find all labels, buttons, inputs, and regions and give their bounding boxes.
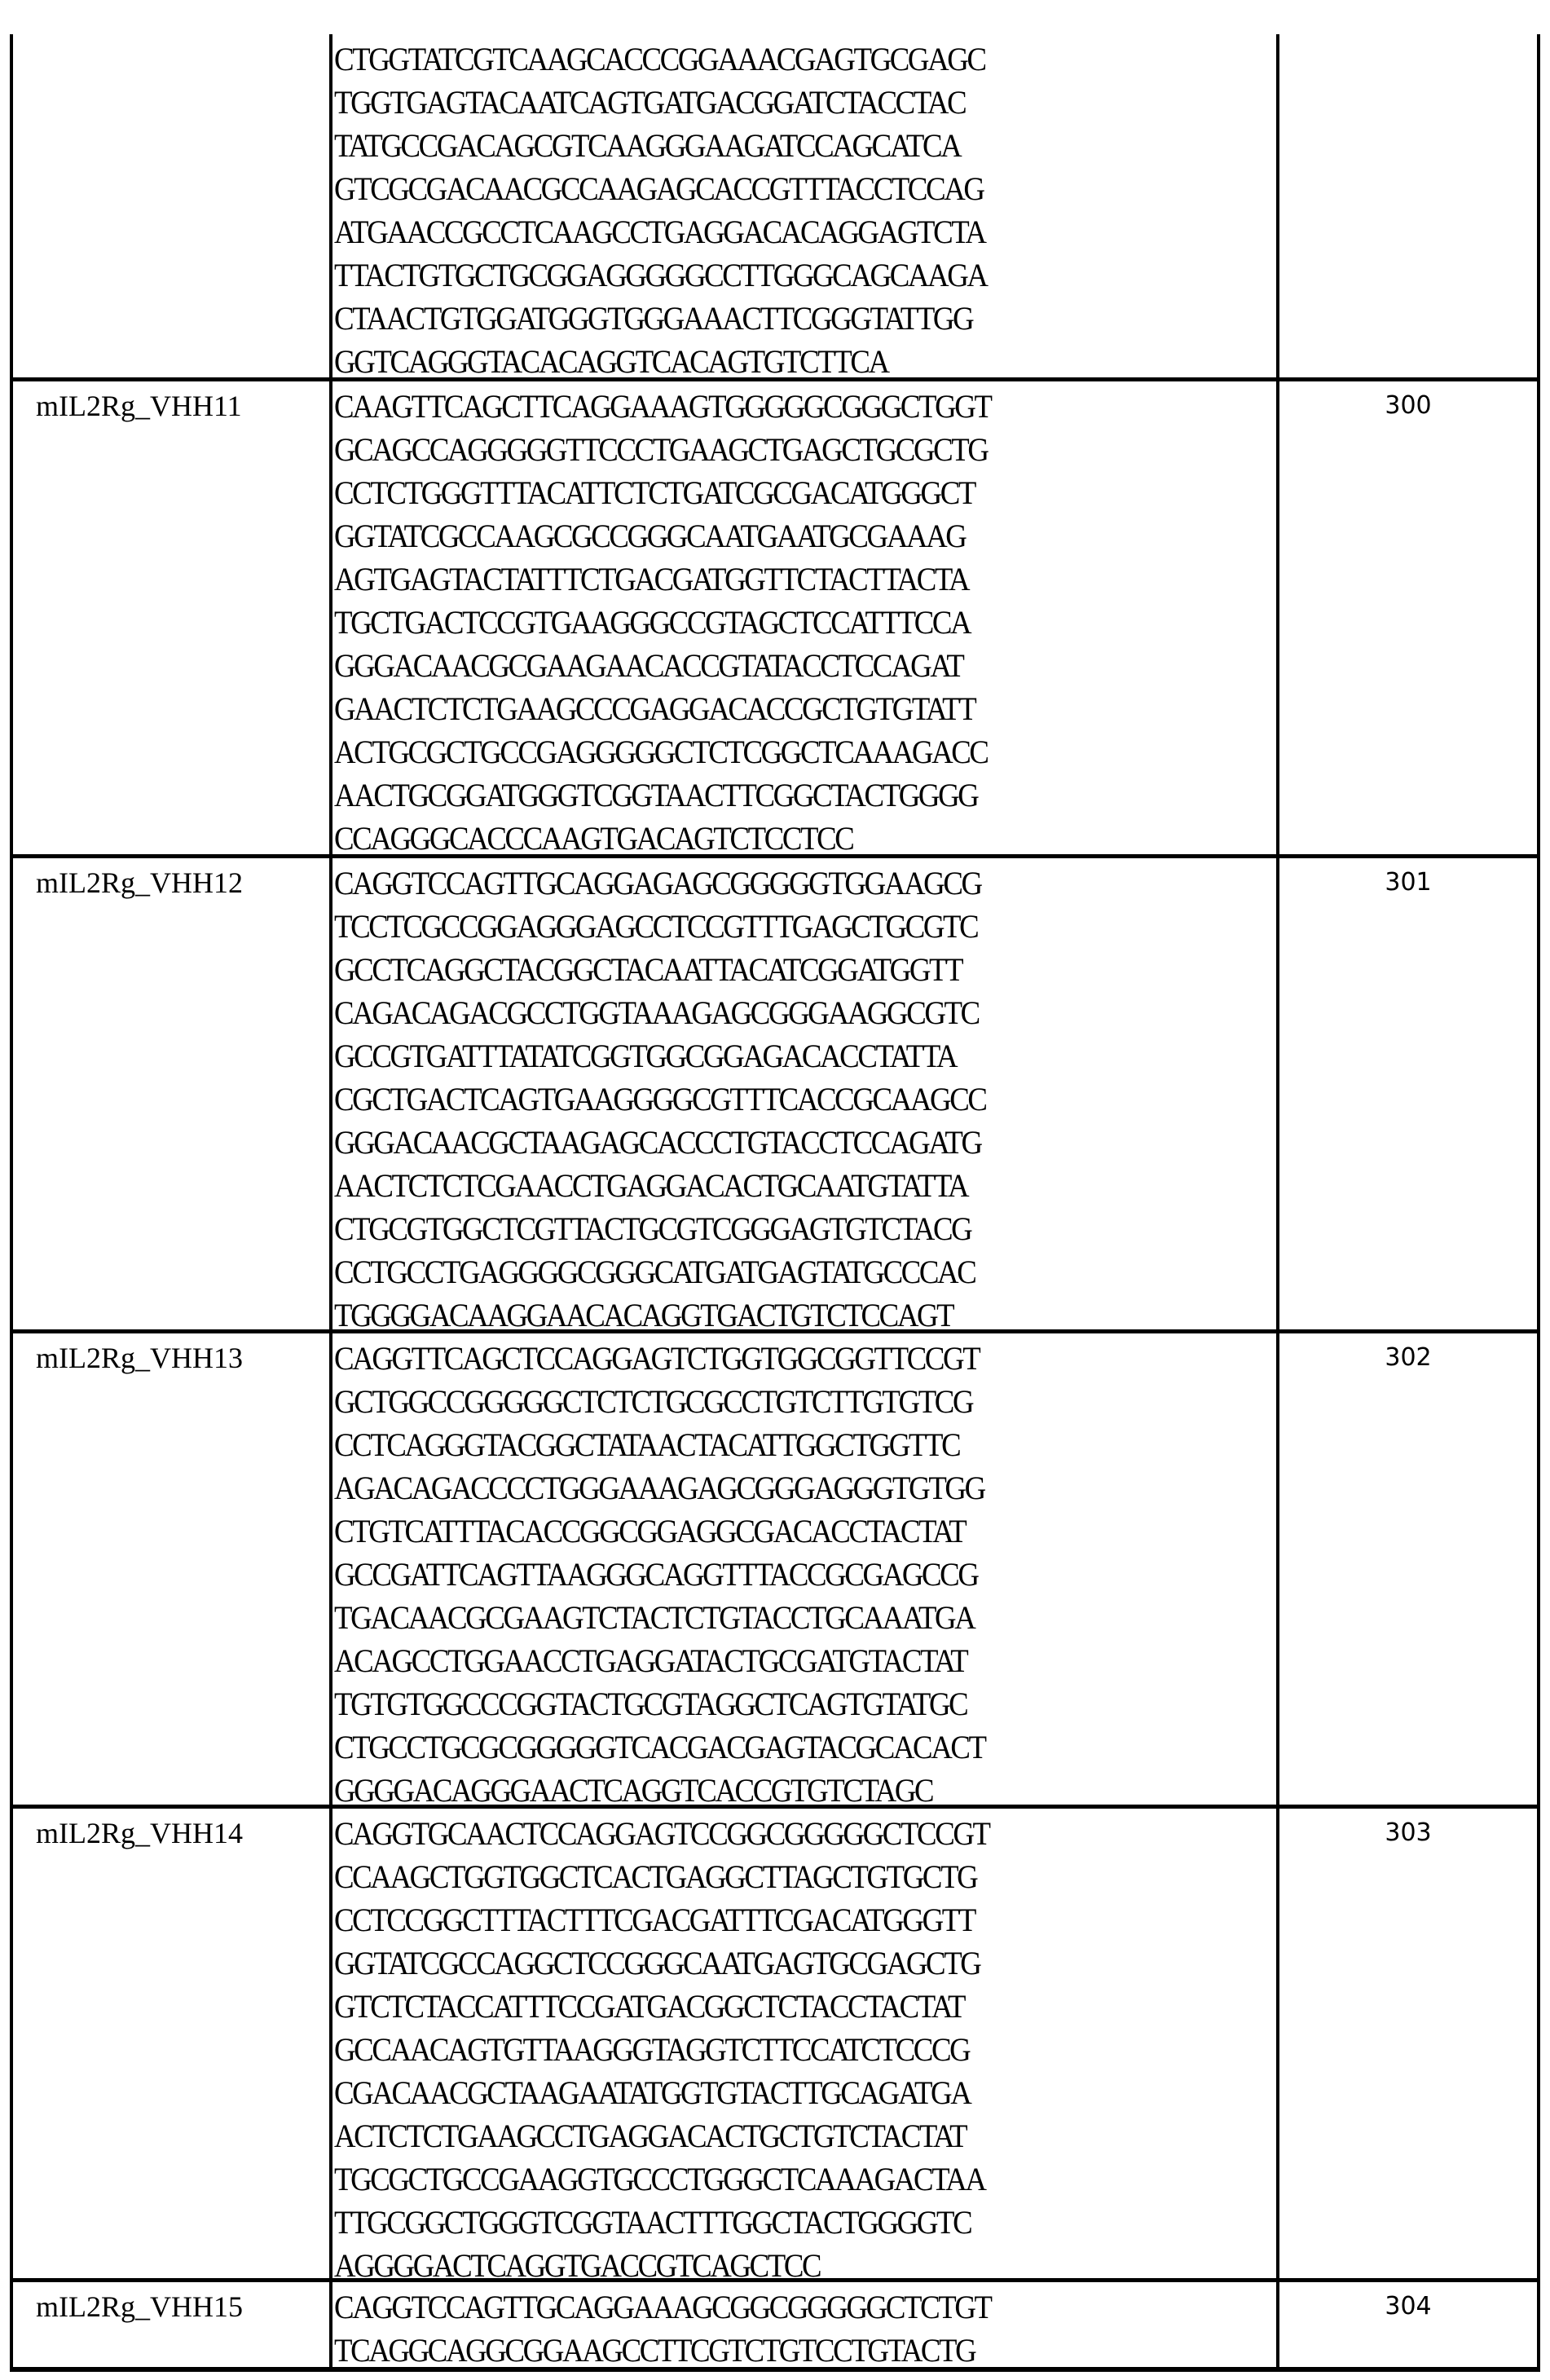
sequence-line: TATGCCGACAGCGTCAAGGGAAGATCCAGCATCA [334, 127, 961, 164]
sequence-line: ACTGCGCTGCCGAGGGGGCTCTCGGCTCAAAGACC [334, 734, 988, 770]
seq-id-cell: 304 [1385, 2292, 1432, 2320]
sequence-line: GGTATCGCCAGGCTCCGGGCAATGAGTGCGAGCTG [334, 1945, 980, 1981]
sequence-line: GAACTCTCTGAAGCCCGAGGACACCGCTGTGTATT [334, 690, 975, 727]
sequence-line: GCAGCCAGGGGGTTCCCTGAAGCTGAGCTGCGCTG [334, 431, 988, 468]
sequence-line: TCCTCGCCGGAGGGAGCCTCCGTTTGAGCTGCGTC [334, 908, 978, 945]
sequence-name-cell: mIL2Rg_VHH15 [13, 2282, 332, 2367]
sequence-line: CAAGTTCAGCTTCAGGAAAGTGGGGGCGGGCTGGT [334, 388, 991, 425]
table-row [13, 34, 1537, 380]
sequence-cell [332, 1809, 1279, 2284]
seq-id-cell: 300 [1385, 391, 1432, 420]
sequence-line: GGTATCGCCAAGCGCCGGGCAATGAATGCGAAAG [334, 518, 966, 554]
sequence-line: AGACAGACCCCTGGGAAAGAGCGGGAGGGTGTGG [334, 1470, 984, 1506]
sequence-line: ACTCTCTGAAGCCTGAGGACACTGCTGTCTACTAT [334, 2118, 967, 2154]
seq-id-cell: 301 [1385, 868, 1432, 897]
table-row [13, 2278, 1537, 2367]
sequence-line: CAGGTGCAACTCCAGGAGTCCGGCGGGGGCTCCGT [334, 1815, 989, 1852]
sequence-line: GGGGACAGGGAACTCAGGTCACCGTGTCTAGC [334, 1772, 933, 1809]
sequence-line: CTGGTATCGTCAAGCACCCGGAAACGAGTGCGAGC [334, 41, 985, 77]
sequence-line: CCAGGGCACCCAAGTGACAGTCTCCTCC [334, 820, 853, 857]
sequence-line: CAGGTCCAGTTGCAGGAGAGCGGGGGTGGAAGCG [334, 865, 981, 901]
sequence-name-cell [13, 34, 332, 377]
sequence-line: AACTGCGGATGGGTCGGTAACTTCGGCTACTGGGG [334, 777, 978, 813]
sequence-line: TGGTGAGTACAATCAGTGATGACGGATCTACCTAC [334, 84, 966, 121]
sequence-name-cell: mIL2Rg_VHH14 [13, 1809, 332, 2278]
sequence-cell [332, 858, 1279, 1333]
sequence-table [10, 34, 1540, 2372]
sequence-cell [332, 1333, 1279, 1809]
sequence-line: CCTCCGGCTTTACTTTCGACGATTTCGACATGGGTT [334, 1902, 975, 1938]
sequence-line: TGGGGACAAGGAACACAGGTGACTGTCTCCAGT [334, 1297, 953, 1333]
sequence-line: CCTCAGGGTACGGCTATAACTACATTGGCTGGTTC [334, 1426, 960, 1463]
sequence-name-cell: mIL2Rg_VHH12 [13, 858, 332, 1329]
seq-id-cell: 302 [1385, 1343, 1432, 1372]
sequence-line: GGGACAACGCTAAGAGCACCCTGTACCTCCAGATG [334, 1124, 981, 1161]
sequence-line: GTCGCGACAACGCCAAGAGCACCGTTTACCTCCAG [334, 170, 984, 207]
sequence-line: AGGGGACTCAGGTGACCGTCAGCTCC [334, 2247, 821, 2284]
sequence-line: CAGGTCCAGTTGCAGGAAAGCGGCGGGGGCTCTGT [334, 2289, 991, 2325]
table-row [13, 1805, 1537, 2284]
sequence-line: CTGTCATTTACACCGGCGGAGGCGACACCTACTAT [334, 1513, 966, 1549]
sequence-line: TGACAACGCGAAGTCTACTCTGTACCTGCAAATGA [334, 1599, 975, 1636]
sequence-line: GTCTCTACCATTTCCGATGACGGCTCTACCTACTAT [334, 1988, 965, 2025]
sequence-line: ATGAACCGCCTCAAGCCTGAGGACACAGGAGTCTA [334, 214, 985, 250]
sequence-name-cell: mIL2Rg_VHH11 [13, 381, 332, 854]
sequence-line: CCTGCCTGAGGGGCGGGCATGATGAGTATGCCCAC [334, 1254, 975, 1290]
table-row [13, 854, 1537, 1333]
sequence-line: GCCAACAGTGTTAAGGGTAGGTCTTCCATCTCCCG [334, 2031, 970, 2068]
sequence-line: TTGCGGCTGGGTCGGTAACTTTGGCTACTGGGGTC [334, 2204, 971, 2241]
sequence-line: CAGGTTCAGCTCCAGGAGTCTGGTGGCGGTTCCGT [334, 1340, 980, 1377]
sequence-line: AGTGAGTACTATTTCTGACGATGGTTCTACTTACTA [334, 561, 969, 597]
sequence-line: GCCTCAGGCTACGGCTACAATTACATCGGATGGTT [334, 951, 962, 988]
sequence-line: TGCTGACTCCGTGAAGGGCCGTAGCTCCATTTCCA [334, 604, 971, 641]
sequence-line: ACAGCCTGGAACCTGAGGATACTGCGATGTACTAT [334, 1642, 967, 1679]
sequence-line: CTGCCTGCGCGGGGGTCACGACGAGTACGCACACT [334, 1729, 985, 1765]
sequence-cell [332, 34, 1279, 380]
sequence-line: GCCGTGATTTATATCGGTGGCGGAGACACCTATTA [334, 1038, 957, 1074]
sequence-line: TGCGCTGCCGAAGGTGCCCTGGGCTCAAAGACTAA [334, 2161, 985, 2197]
sequence-line: CCTCTGGGTTTACATTCTCTGATCGCGACATGGGCT [334, 474, 975, 511]
sequence-line: CCAAGCTGGTGGCTCACTGAGGCTTAGCTGTGCTG [334, 1858, 977, 1895]
sequence-line: TTACTGTGCTGCGGAGGGGGCCTTGGGCAGCAAGA [334, 257, 987, 293]
sequence-line: TCAGGCAGGCGGAAGCCTTCGTCTGTCCTGTACTG [334, 2332, 975, 2369]
sequence-line: CGACAACGCTAAGAATATGGTGTACTTGCAGATGA [334, 2074, 971, 2111]
sequence-line: CTAACTGTGGATGGGTGGGAAACTTCGGGTATTGG [334, 300, 973, 337]
sequence-line: CAGACAGACGCCTGGTAAAGAGCGGGAAGGCGTC [334, 994, 979, 1031]
seq-id-cell: 303 [1385, 1818, 1432, 1847]
seq-id-cell [1279, 34, 1537, 377]
sequence-line: CGCTGACTCAGTGAAGGGGCGTTTCACCGCAAGCC [334, 1081, 986, 1117]
sequence-line: GCCGATTCAGTTAAGGGCAGGTTTACCGCGAGCCG [334, 1556, 978, 1593]
sequence-line: GGGACAACGCGAAGAACACCGTATACCTCCAGAT [334, 647, 963, 684]
sequence-line: GGTCAGGGTACACAGGTCACAGTGTCTTCA [334, 343, 888, 380]
sequence-line: AACTCTCTCGAACCTGAGGACACTGCAATGTATTA [334, 1167, 968, 1204]
sequence-line: GCTGGCCGGGGGCTCTCTGCGCCTGTCTTGTGTCG [334, 1383, 973, 1420]
table-row [13, 1329, 1537, 1809]
sequence-cell [332, 2282, 1279, 2367]
sequence-line: CTGCGTGGCTCGTTACTGCGTCGGGAGTGTCTACG [334, 1210, 971, 1247]
table-row [13, 377, 1537, 857]
sequence-line: TGTGTGGCCCGGTACTGCGTAGGCTCAGTGTATGC [334, 1686, 967, 1722]
sequence-name-cell: mIL2Rg_VHH13 [13, 1333, 332, 1805]
sequence-cell [332, 381, 1279, 857]
